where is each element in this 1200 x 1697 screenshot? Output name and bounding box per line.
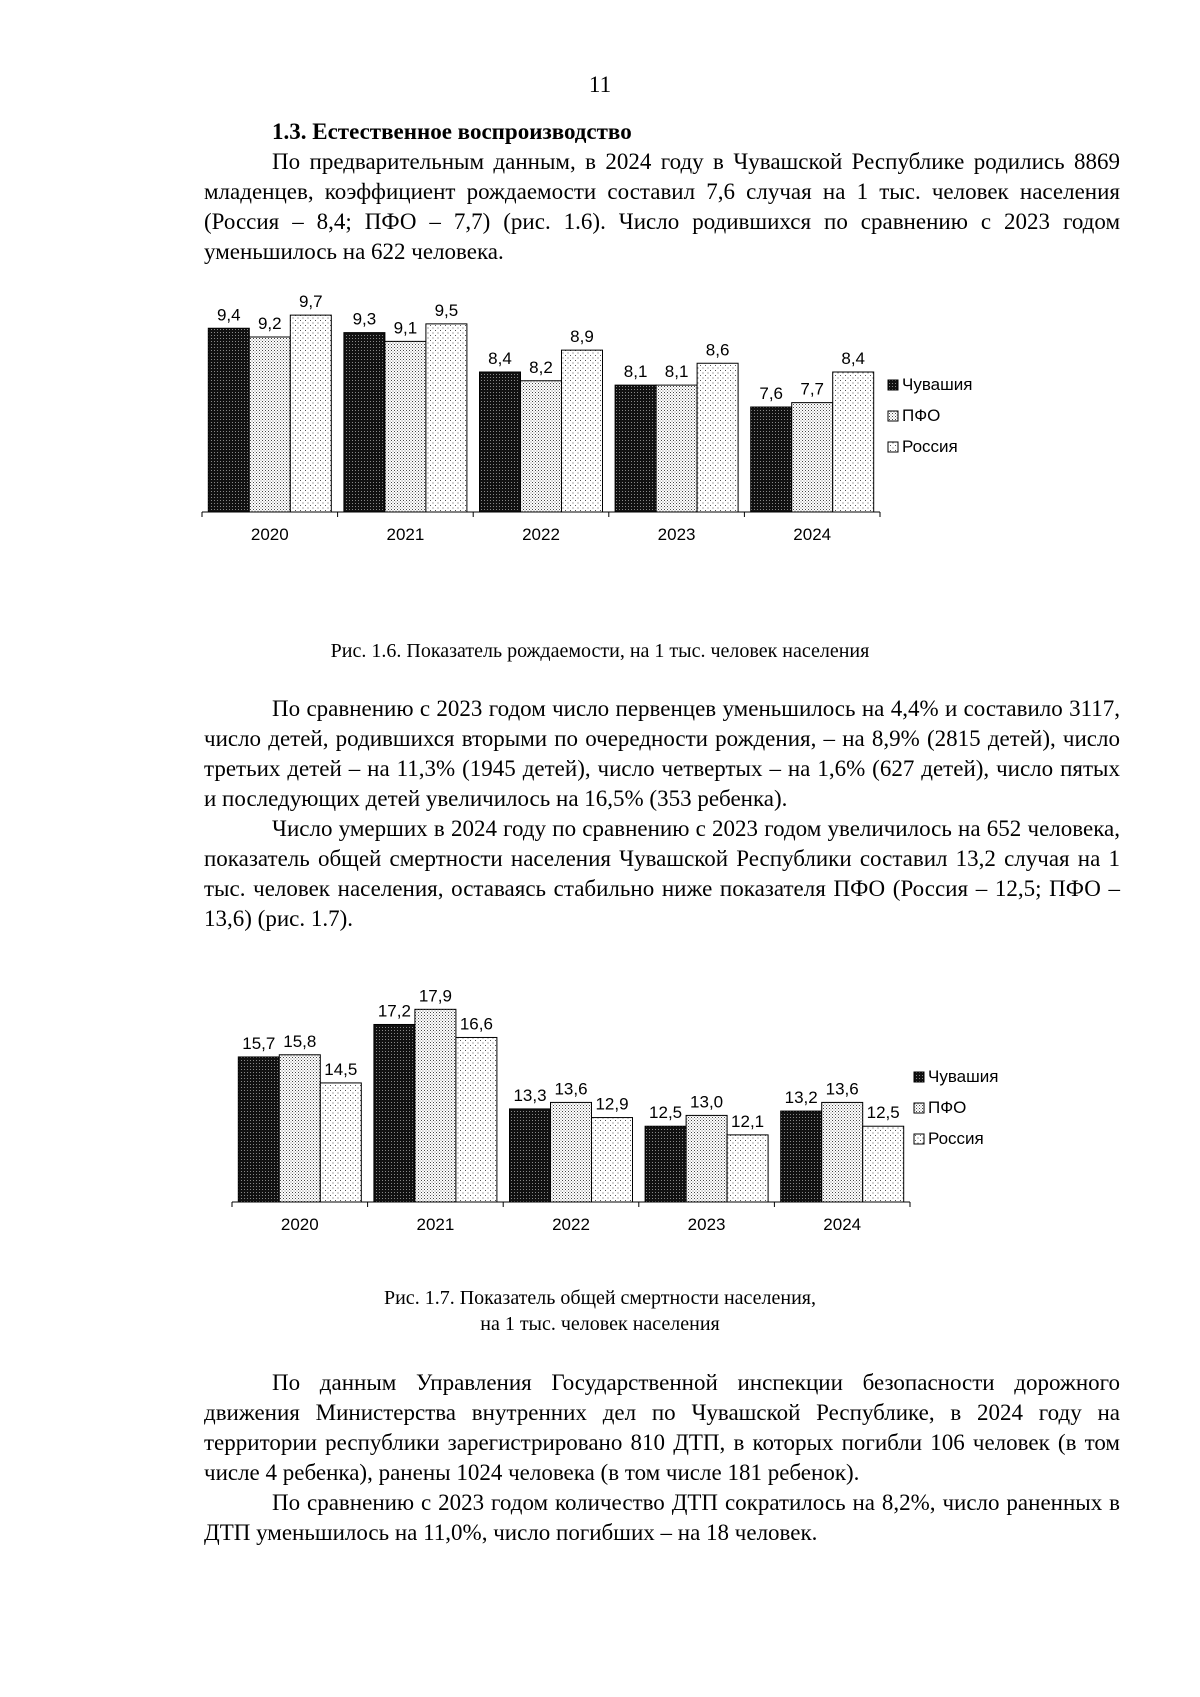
bar (592, 1118, 633, 1202)
figure-caption-1-6: Рис. 1.6. Показатель рождаемости, на 1 тыс. человек населения (330, 640, 870, 662)
paragraph: По сравнению с 2023 годом количество ДТП сократилось на 8,2%, число раненных в ДТП уменьшилось на 11,0%, число погибших – на 18 человек. (204, 1490, 1120, 1545)
bar (727, 1135, 768, 1202)
intro-text (204, 147, 1120, 267)
legend-swatch (888, 442, 898, 452)
legend-label: Россия (902, 437, 958, 456)
data-label: 16,6 (459, 1014, 493, 1034)
data-label: 8,9 (570, 327, 594, 347)
bar (792, 403, 833, 512)
x-tick-label: 2020 (280, 1215, 319, 1234)
data-label: 8,1 (664, 362, 689, 382)
bar (833, 372, 874, 512)
figure-caption-1-7 (0, 1285, 1200, 1337)
data-label: 12,9 (595, 1094, 629, 1114)
data-label: 12,1 (731, 1111, 765, 1131)
legend-label: Чувашия (928, 1067, 999, 1086)
x-tick-label: 2022 (522, 525, 560, 544)
data-label: 17,9 (418, 986, 452, 1006)
bar (562, 350, 603, 512)
bar (456, 1037, 497, 1202)
legend-label: Чувашия (902, 375, 973, 394)
x-tick-label: 2022 (552, 1215, 590, 1234)
data-label: 9,4 (216, 305, 241, 325)
bar (290, 315, 331, 512)
data-label: 8,6 (705, 340, 730, 360)
data-label: 8,1 (623, 362, 648, 382)
bar (279, 1055, 320, 1202)
x-tick-label: 2023 (687, 1215, 726, 1234)
data-label: 8,4 (841, 349, 866, 368)
x-tick-label: 2023 (657, 525, 696, 544)
legend-swatch (914, 1072, 924, 1082)
data-label: 7,7 (800, 379, 825, 399)
legend-swatch (888, 411, 898, 421)
data-label: 13,6 (554, 1079, 588, 1099)
bar (415, 1009, 456, 1202)
bar (238, 1057, 279, 1202)
bottom-text (204, 1368, 1120, 1548)
birth-rate-chart-svg (190, 290, 1070, 570)
legend-swatch (914, 1103, 924, 1113)
bar (551, 1102, 592, 1202)
page-number: 11 (588, 72, 612, 97)
bar (822, 1102, 863, 1202)
section-title: 1.3. Естественное воспроизводство (272, 119, 632, 144)
data-label: 13,6 (825, 1079, 859, 1099)
data-label: 15,7 (242, 1033, 276, 1053)
caption-line: на 1 тыс. человек населения (480, 1313, 720, 1335)
bar (426, 324, 467, 512)
caption-line: Рис. 1.7. Показатель общей смертности населения, (383, 1287, 817, 1309)
x-tick-label: 2020 (250, 525, 289, 544)
legend-label: ПФО (902, 406, 941, 425)
bar (863, 1126, 904, 1202)
data-label: 17,2 (377, 1001, 411, 1021)
data-label: 13,0 (690, 1092, 724, 1112)
bar (249, 337, 290, 512)
data-label: 9,7 (298, 292, 323, 312)
legend-label: Россия (928, 1129, 984, 1148)
bar (480, 372, 521, 512)
middle-text (204, 694, 1120, 934)
bar (645, 1126, 686, 1202)
x-tick-label: 2021 (386, 525, 425, 544)
data-label: 12,5 (866, 1103, 900, 1123)
data-label: 9,1 (393, 318, 418, 338)
bar (344, 333, 385, 512)
bar (615, 385, 656, 512)
x-tick-label: 2021 (416, 1215, 455, 1234)
data-label: 9,5 (434, 300, 459, 320)
data-label: 9,2 (257, 314, 282, 333)
bar (521, 381, 562, 512)
mortality-rate-chart-svg (220, 970, 1100, 1260)
data-label: 8,4 (488, 349, 512, 368)
x-tick-label: 2024 (793, 525, 832, 544)
bar (781, 1111, 822, 1202)
bar (374, 1024, 415, 1202)
paragraph: По сравнению с 2023 годом число первенцев уменьшилось на 4,4% и составило 3117, число детей, родившихся вторыми по очередности рождения, – на 8,9% (2815 детей), число третьих детей – на 11,3% (1945 детей), число четвертых – на 1,6% (627 детей), число пятых и последующих детей увеличилось на 16,5% (353 ребенка). (204, 696, 1120, 811)
data-label: 13,3 (513, 1085, 547, 1105)
data-label: 9,3 (352, 309, 377, 329)
data-label: 7,6 (759, 384, 784, 403)
bar (686, 1115, 727, 1202)
legend-swatch (914, 1134, 924, 1144)
bar (510, 1109, 551, 1202)
x-tick-label: 2024 (823, 1215, 862, 1234)
legend-label: ПФО (928, 1098, 967, 1117)
paragraph: По данным Управления Государственной инспекции безопасности дорожного движения Министерства внутренних дел по Чувашской Республике, в 2024 году на территории республики зарегистрировано 810 ДТП, в которых погибли 106 человек (в том числе 4 ребенка), ранены 1024 человека (в том числе 181 ребенок). (204, 1370, 1120, 1485)
bar (697, 363, 738, 512)
mortality-rate-chart (220, 970, 1100, 1260)
paragraph: Число умерших в 2024 году по сравнению с 2023 годом увеличилось на 652 человека, показатель общей смертности населения Чувашской Республики составил 13,2 случая на 1 тыс. человек населения, оставаясь стабильно ниже показателя ПФО (Россия – 12,5; ПФО – 13,6) (рис. 1.7). (204, 816, 1120, 931)
bar (208, 328, 249, 512)
birth-rate-chart (190, 290, 1070, 570)
bar (320, 1083, 361, 1202)
legend-swatch (888, 380, 898, 390)
bar (751, 407, 792, 512)
paragraph: По предварительным данным, в 2024 году в Чувашской Республике родились 8869 младенцев, коэффициент рождаемости составил 7,6 случая на 1 тыс. человек населения (Россия – 8,4; ПФО – 7,7) (рис. 1.6). Число родившихся по сравнению с 2023 годом уменьшилось на 622 человека. (204, 149, 1120, 264)
data-label: 14,5 (324, 1059, 358, 1079)
bar (385, 341, 426, 512)
data-label: 15,8 (283, 1031, 317, 1051)
data-label: 13,2 (784, 1088, 818, 1108)
data-label: 12,5 (649, 1103, 683, 1123)
bar (656, 385, 697, 512)
data-label: 8,2 (529, 357, 553, 377)
